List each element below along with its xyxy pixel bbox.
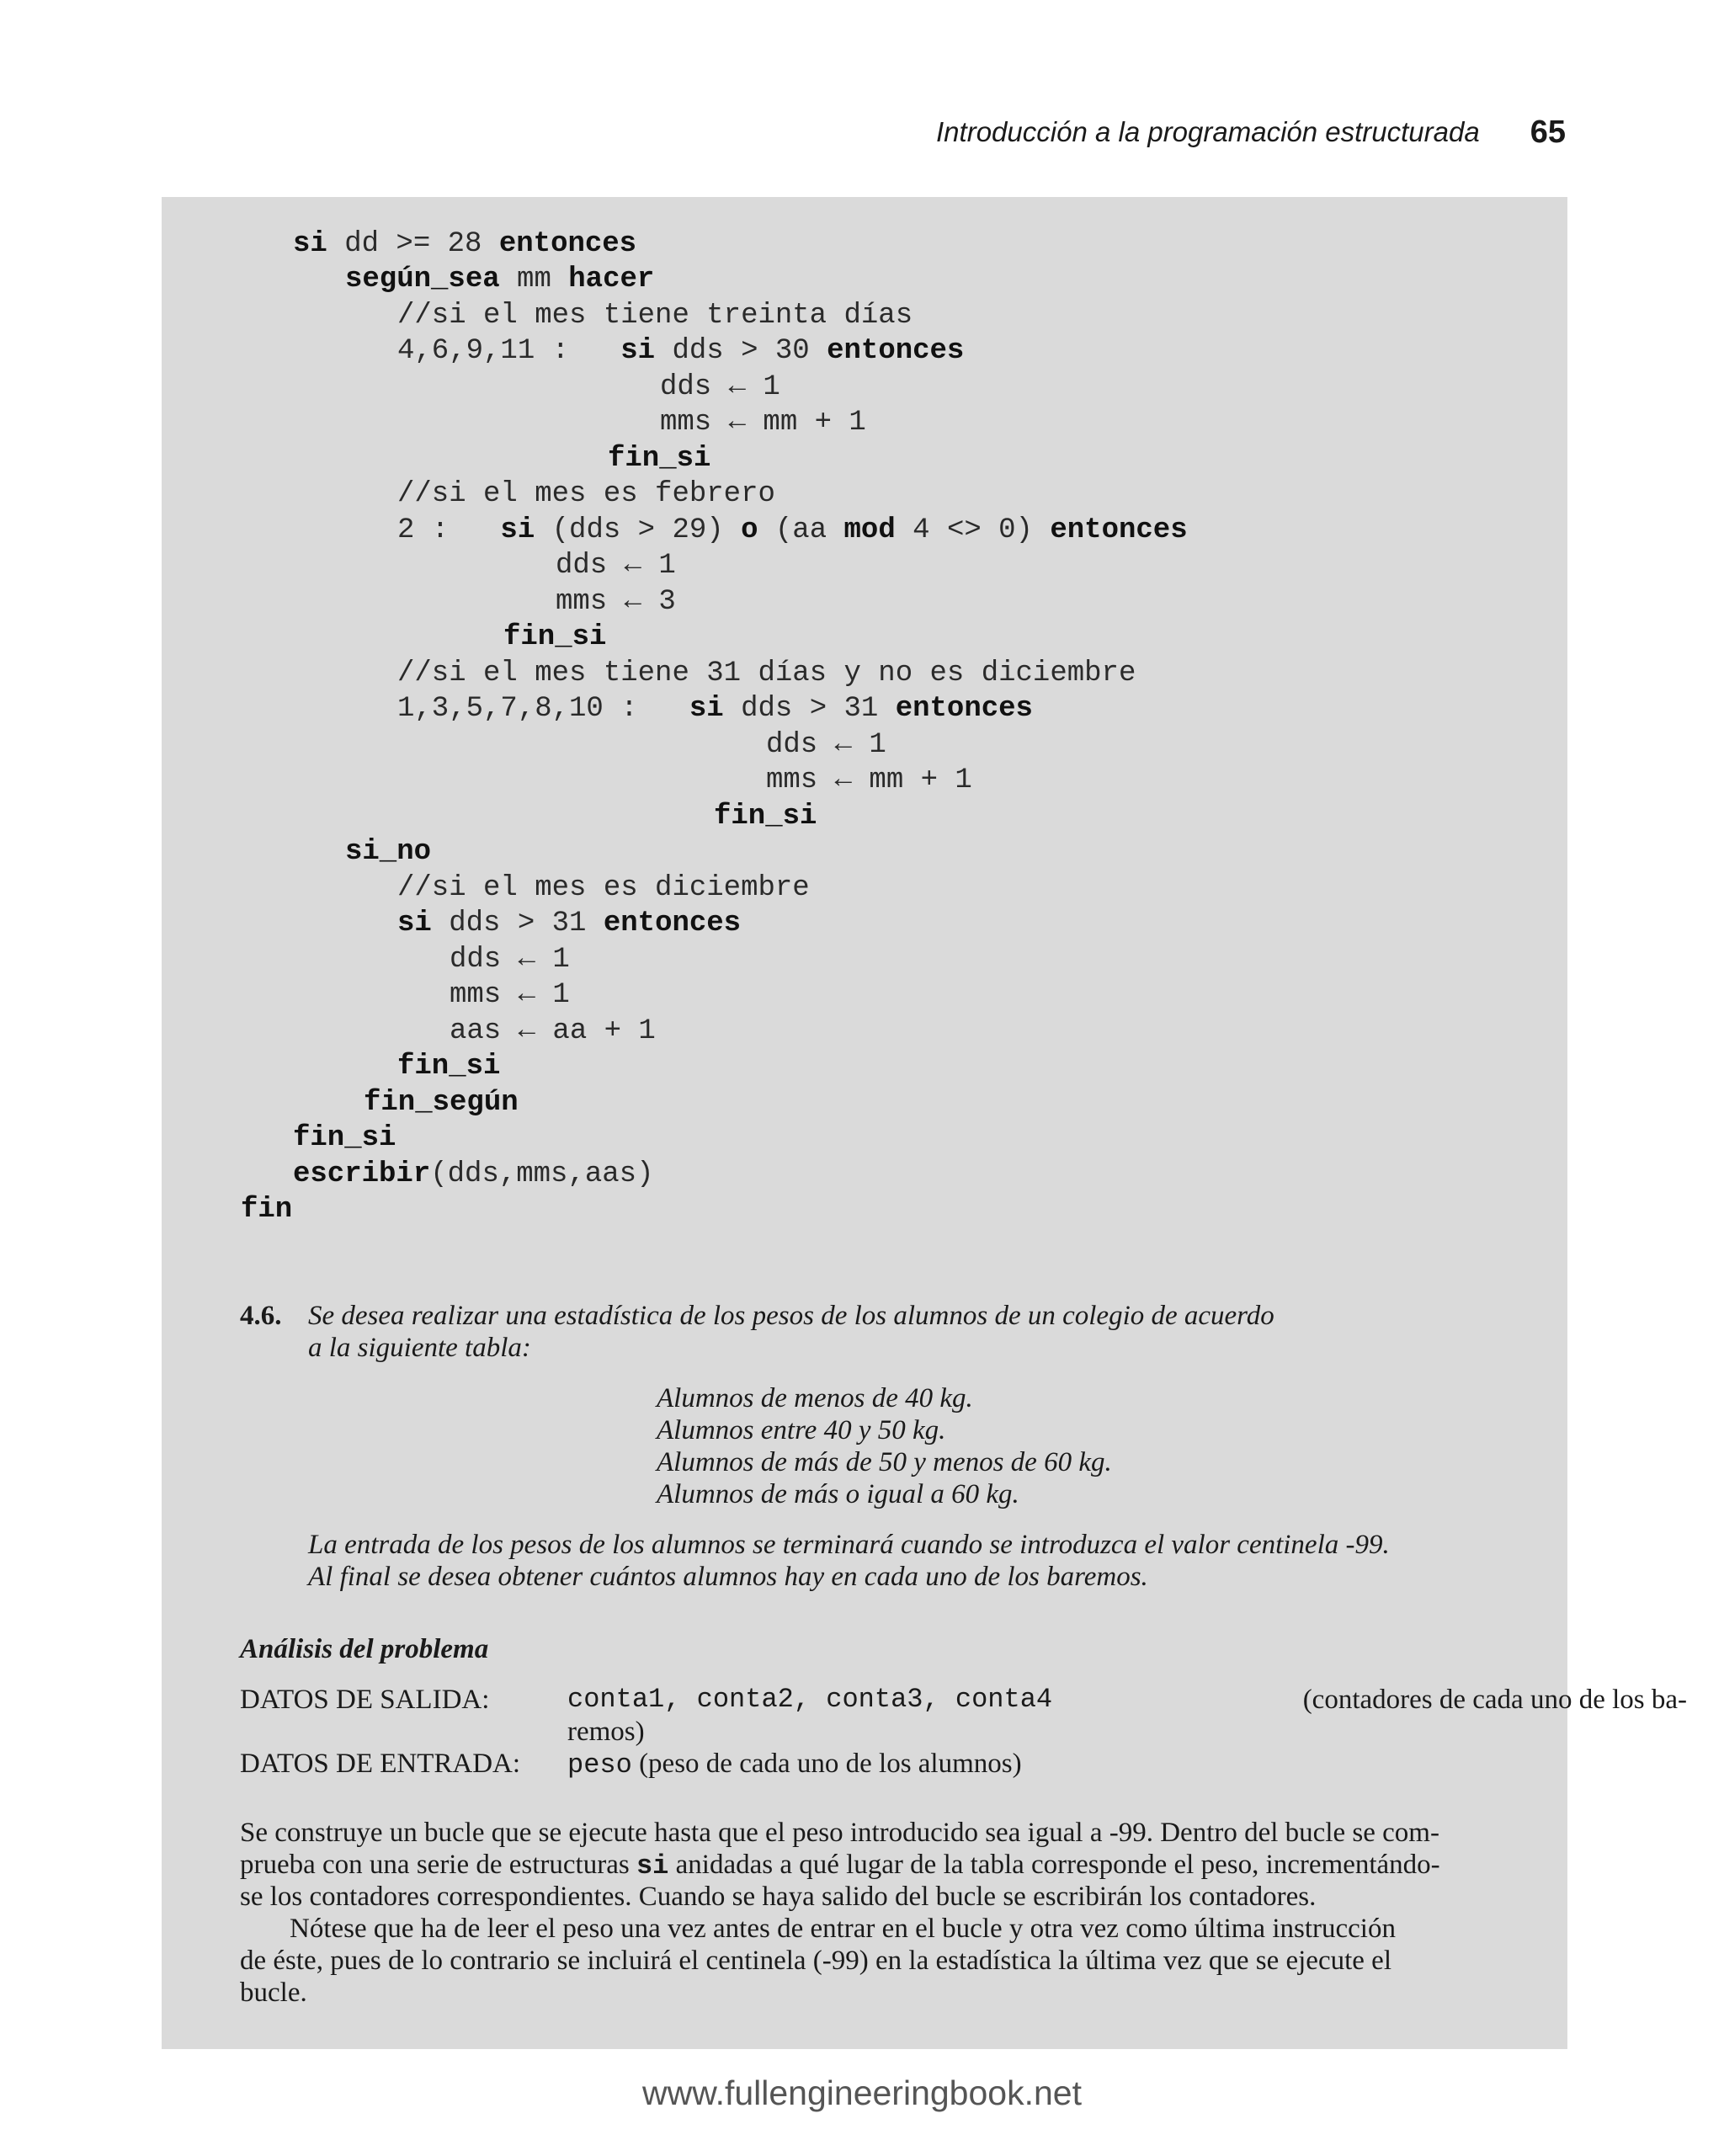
page-number: 65 [1530,114,1566,150]
exercise-closing: La entrada de los pesos de los alumnos se terminará cuando se introduzca el valor centinela -99. [308,1530,1390,1560]
table-row: Alumnos de más de 50 y menos de 60 kg. [657,1447,1112,1477]
code-comment: //si el mes es diciembre [397,872,810,904]
code-line: si_no [345,836,432,868]
analysis-heading: Análisis del problema [240,1634,489,1664]
code-line: fin_si [397,1051,501,1083]
output-vars: conta1, conta2, conta3, conta4 [567,1684,1053,1715]
footer-url[interactable]: www.fullengineeringbook.net [642,2073,1082,2112]
paragraph-line: se los contadores correspondientes. Cuando se haya salido del bucle se escribirán los contadores. [240,1882,1317,1912]
output-desc-cont: remos) [567,1717,645,1747]
code-line: fin_según [364,1087,519,1119]
code-line: mms ← mm + 1 [660,407,866,439]
paragraph-line: prueba con una serie de estructuras si anidadas a qué lugar de la tabla corresponde el peso, incrementándo- [240,1850,1440,1882]
table-row: Alumnos de menos de 40 kg. [657,1383,973,1413]
paragraph-line: de éste, pues de lo contrario se incluirá el centinela (-99) en la estadística la última vez que se ejecute el [240,1946,1391,1976]
code-line: fin [241,1194,293,1226]
code-line: 2 : si (dds > 29) o (aa mod 4 <> 0) entonces [397,514,1188,546]
exercise-statement: Se desea realizar una estadística de los pesos de los alumnos de un colegio de acuerdo [308,1301,1274,1331]
code-line: 4,6,9,11 : si dds > 30 entonces [397,335,965,367]
code-line: fin_si [293,1122,396,1154]
code-line: fin_si [503,621,607,653]
code-line: mms ← 1 [450,979,570,1011]
table-row: Alumnos entre 40 y 50 kg. [657,1415,946,1445]
code-line: fin_si [608,443,711,475]
code-line: mms ← mm + 1 [766,764,972,796]
code-line: escribir(dds,mms,aas) [293,1158,654,1190]
running-head [892,111,1566,153]
code-line: si dds > 31 entonces [397,908,742,940]
code-comment: //si el mes es febrero [397,478,775,510]
exercise-statement: a la siguiente tabla: [308,1333,531,1363]
code-line: dds ← 1 [556,550,676,582]
keyword-si: si [636,1850,669,1882]
paragraph-line: Se construye un bucle que se ejecute hasta que el peso introducido sea igual a -99. Dentro del bucle se com- [240,1818,1439,1848]
code-comment: //si el mes tiene treinta días [397,300,913,332]
input-desc: (peso de cada uno de los alumnos) [639,1749,1022,1779]
input-label: DATOS DE ENTRADA: [240,1749,521,1779]
code-line: si dd >= 28 entonces [293,228,637,260]
output-desc: (contadores de cada uno de los ba- [1302,1685,1687,1715]
running-head-title: Introducción a la programación estructurada [936,116,1480,147]
table-row: Alumnos de más o igual a 60 kg. [657,1479,1019,1509]
code-line: 1,3,5,7,8,10 : si dds > 31 entonces [397,693,1033,725]
code-comment: //si el mes tiene 31 días y no es diciembre [397,657,1136,689]
code-line: dds ← 1 [450,944,570,976]
paragraph-line: bucle. [240,1978,307,2008]
code-line: dds ← 1 [660,371,780,403]
code-line: fin_si [714,801,817,833]
code-line: según_sea mm hacer [345,264,655,295]
exercise-number: 4.6. [240,1301,282,1331]
input-var: peso [567,1749,632,1781]
exercise-closing: Al final se desea obtener cuántos alumnos hay en cada uno de los baremos. [308,1562,1148,1592]
shaded-panel [162,197,1687,2049]
paragraph-line: Nótese que ha de leer el peso una vez antes de entrar en el bucle y otra vez como última instrucción [290,1914,1396,1944]
code-line: aas ← aa + 1 [450,1015,656,1047]
code-line: dds ← 1 [766,729,886,761]
output-label: DATOS DE SALIDA: [240,1685,490,1715]
output-line [567,1684,1687,1716]
input-line [567,1748,1022,1781]
code-line: mms ← 3 [556,586,676,618]
